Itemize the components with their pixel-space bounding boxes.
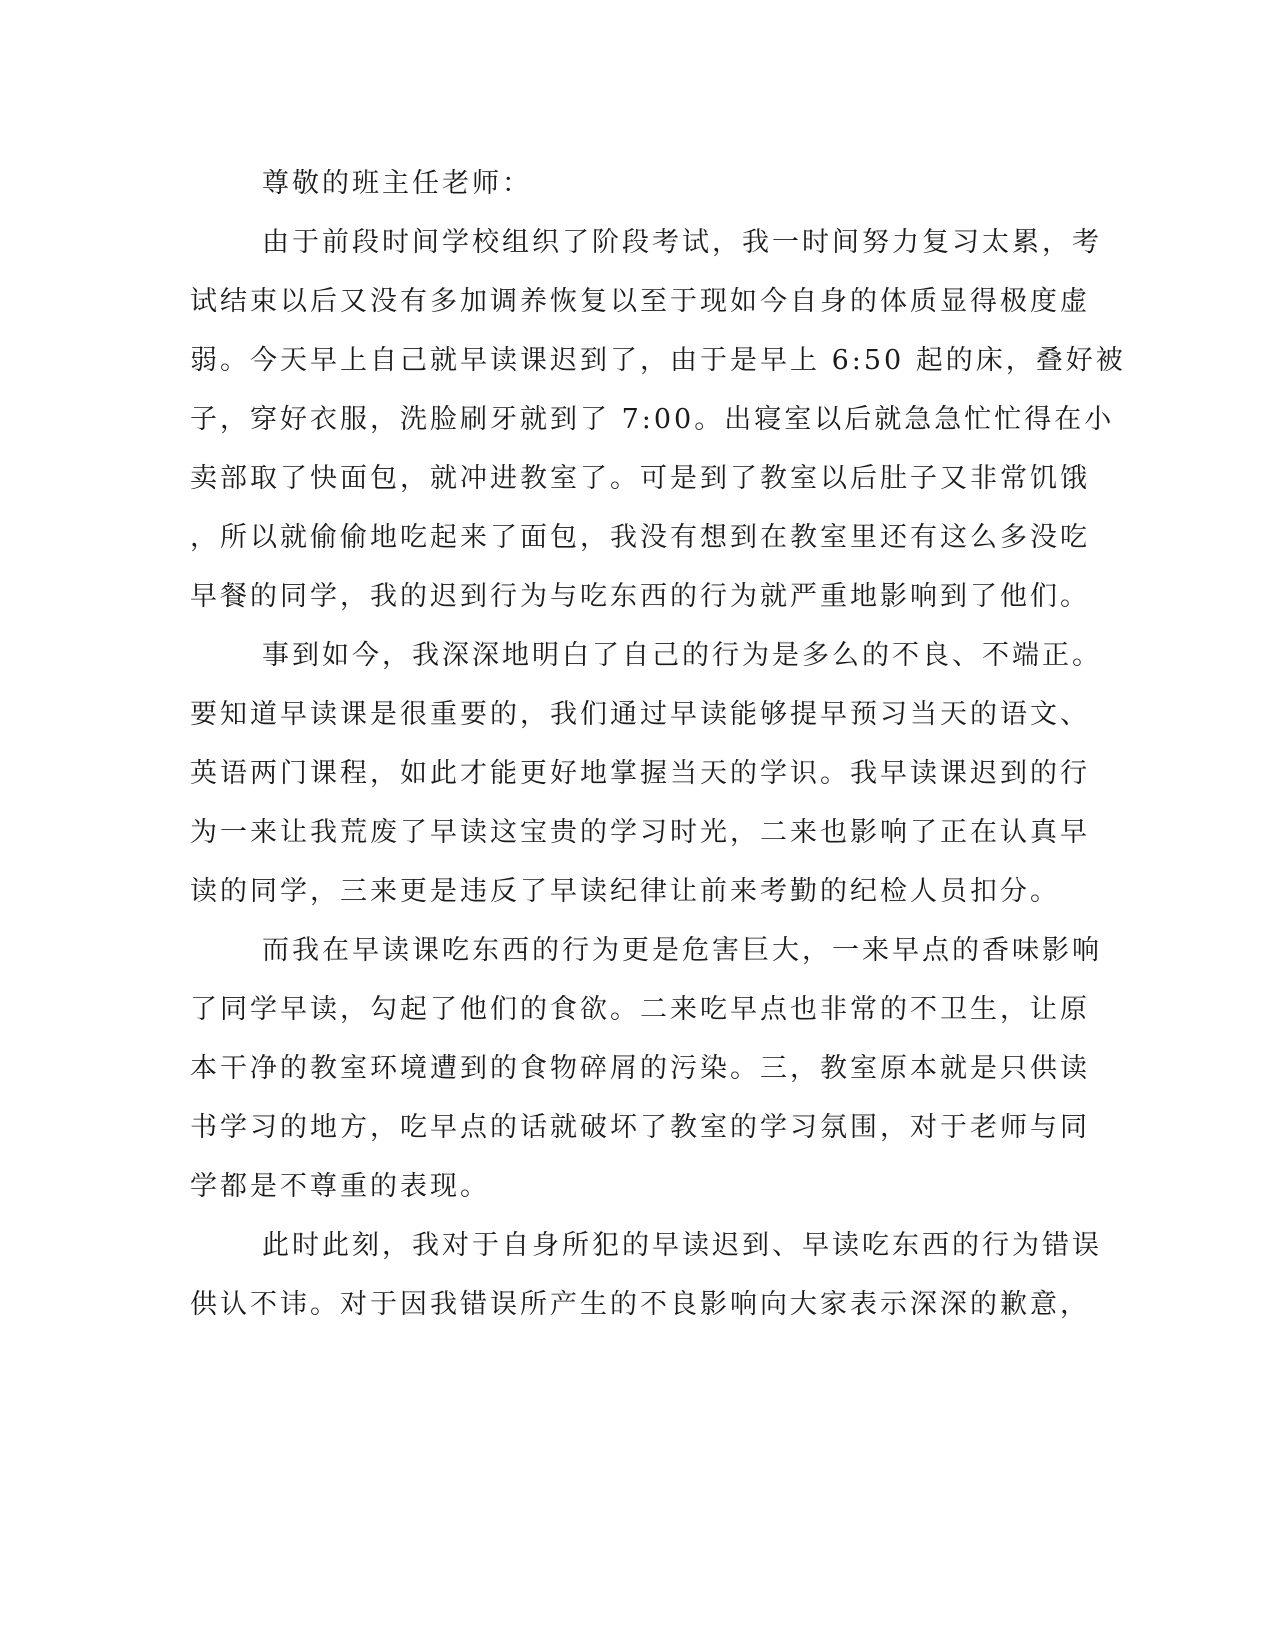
paragraph-line: 读的同学，三来更是违反了早读纪律让前来考勤的纪检人员扣分。	[190, 876, 1060, 907]
paragraph-line: 为一来让我荒废了早读这宝贵的学习时光，二来也影响了正在认真早	[190, 817, 1090, 848]
paragraph-line: 卖部取了快面包，就冲进教室了。可是到了教室以后肚子又非常饥饿	[190, 463, 1090, 494]
paragraph-line: 此时此刻，我对于自身所犯的早读迟到、早读吃东西的行为错误	[262, 1230, 1102, 1261]
paragraph-line: 英语两门课程，如此才能更好地掌握当天的学识。我早读课迟到的行	[190, 758, 1090, 789]
paragraph-line: 了同学早读，勾起了他们的食欲。二来吃早点也非常的不卫生，让原	[190, 994, 1090, 1025]
paragraph-line: 子，穿好衣服，洗脸刷牙就到了 7:00。出寝室以后就急急忙忙得在小	[190, 404, 1115, 435]
paragraph-line: 书学习的地方，吃早点的话就破坏了教室的学习氛围，对于老师与同	[190, 1112, 1090, 1143]
paragraph-line: 要知道早读课是很重要的，我们通过早读能够提早预习当天的语文、	[190, 699, 1090, 730]
paragraph-line: 本干净的教室环境遭到的食物碎屑的污染。三，教室原本就是只供读	[190, 1053, 1090, 1084]
paragraph-line: 事到如今，我深深地明白了自己的行为是多么的不良、不端正。	[262, 640, 1102, 671]
paragraph-line: 试结束以后又没有多加调养恢复以至于现如今自身的体质显得极度虚	[190, 286, 1090, 317]
paragraph-line: 而我在早读课吃东西的行为更是危害巨大，一来早点的香味影响	[262, 935, 1102, 966]
paragraph-line: 早餐的同学，我的迟到行为与吃东西的行为就严重地影响到了他们。	[190, 581, 1090, 612]
paragraph-line: ，所以就偷偷地吃起来了面包，我没有想到在教室里还有这么多没吃	[190, 522, 1090, 553]
paragraph-line: 弱。今天早上自己就早读课迟到了，由于是早上 6:50 起的床，叠好被	[190, 345, 1126, 376]
paragraph-line: 供认不讳。对于因我错误所产生的不良影响向大家表示深深的歉意，	[190, 1289, 1090, 1320]
paragraph-line: 由于前段时间学校组织了阶段考试，我一时间努力复习太累，考	[262, 227, 1102, 258]
salutation: 尊敬的班主任老师：	[262, 168, 532, 199]
paragraph-line: 学都是不尊重的表现。	[190, 1171, 490, 1202]
